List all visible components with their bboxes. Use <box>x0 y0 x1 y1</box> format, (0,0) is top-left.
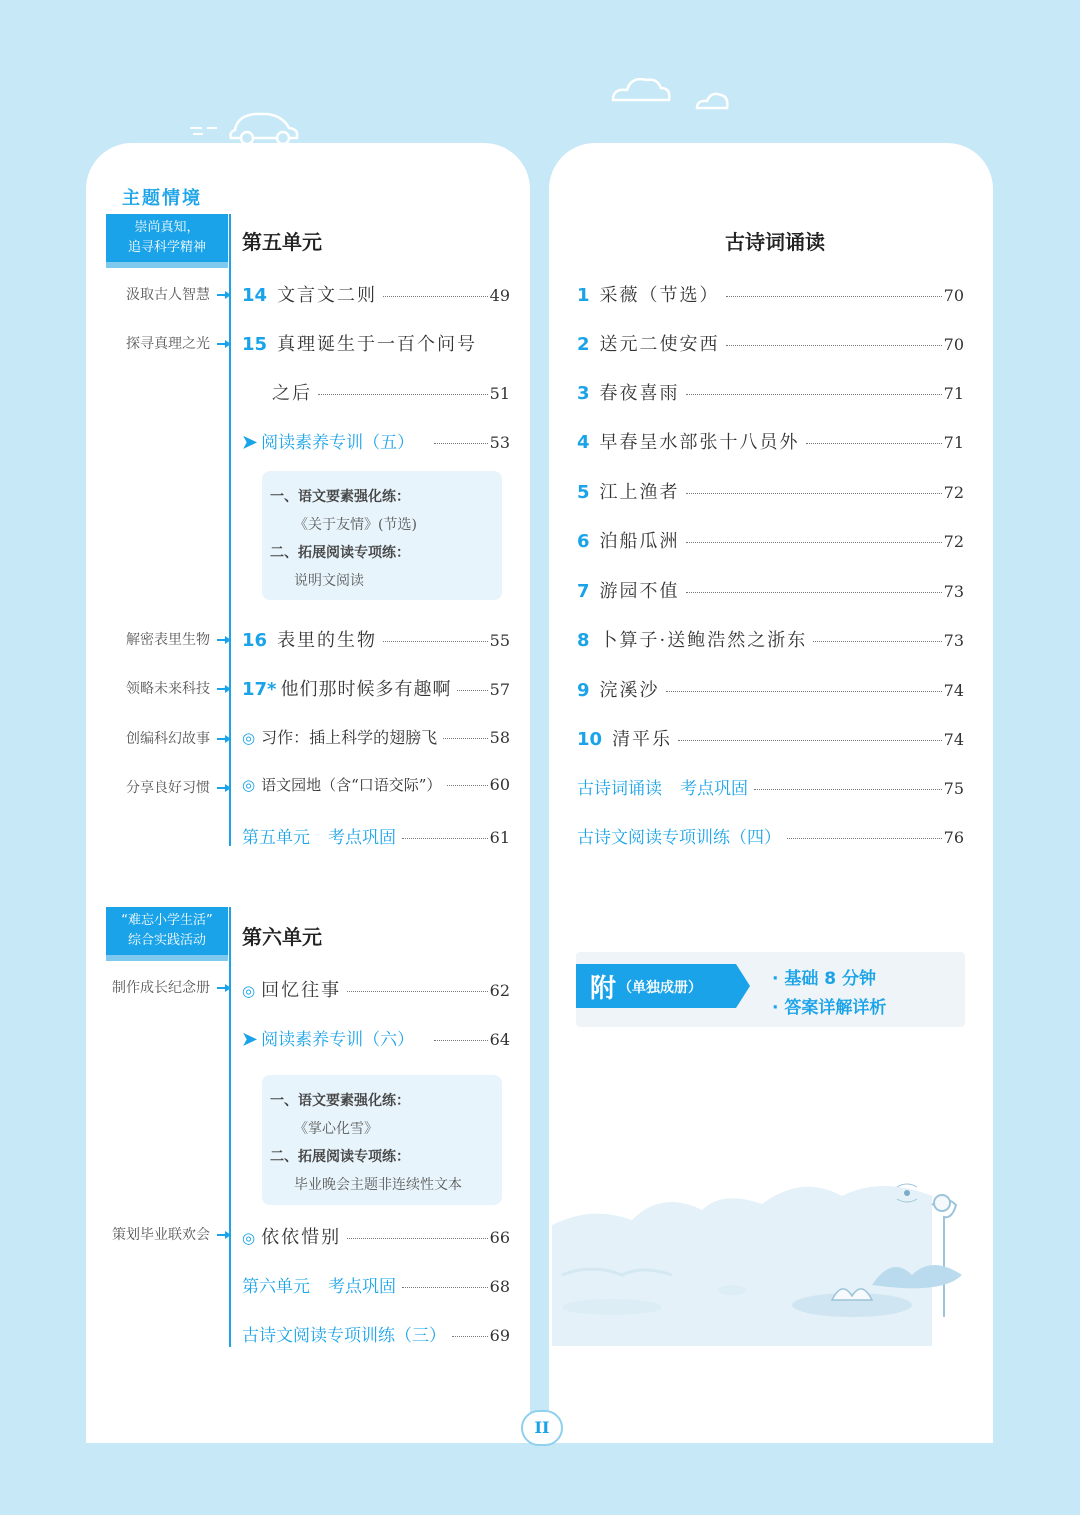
entry-title: 古诗文阅读专项训练（三） <box>242 1326 446 1346</box>
arrow-icon <box>217 639 229 641</box>
entry-title: 春夜喜雨 <box>599 383 680 404</box>
leader-dots <box>443 738 488 739</box>
toc-entry-continued[interactable] <box>272 379 510 405</box>
arrow-icon <box>217 787 229 789</box>
circle-icon: ◎ <box>242 776 256 794</box>
entry-number: 4 <box>577 432 590 453</box>
toc-entry[interactable] <box>242 1025 510 1051</box>
entry-page: 75 <box>943 779 964 798</box>
box-line: 《关于友情》(节选) <box>294 517 417 533</box>
entry-title: 第五单元 <box>242 828 310 848</box>
theme-tag-graduation <box>106 907 228 955</box>
entry-title: 卜算子·送鲍浩然之浙东 <box>599 630 808 651</box>
entry-page: 66 <box>489 1228 510 1247</box>
box-line: 毕业晚会主题非连续性文本 <box>294 1177 462 1193</box>
arrow-icon <box>217 987 229 989</box>
toc-entry[interactable] <box>242 1223 510 1249</box>
arrow-icon <box>217 294 229 296</box>
car-icon <box>185 100 305 145</box>
entry-title: 古诗文阅读专项训练（四） <box>577 828 781 848</box>
unit-six-title: 第六单元 <box>242 925 322 949</box>
triangle-icon: ➤ <box>242 1029 258 1050</box>
toc-entry[interactable] <box>577 725 964 751</box>
toc-entry[interactable] <box>577 330 964 356</box>
circle-icon: ◎ <box>242 982 256 1000</box>
entry-title: 语文园地（含“口语交际”） <box>261 776 442 794</box>
leader-dots <box>813 641 941 642</box>
leader-dots <box>686 493 942 494</box>
entry-title: 早春呈水部张十八员外 <box>599 432 800 453</box>
theme-label: 策划毕业联欢会 <box>112 1227 210 1243</box>
entry-number: 16 <box>242 630 268 651</box>
theme-tag-line1: “难忘小学生活” <box>121 913 213 928</box>
theme-label: 创编科幻故事 <box>126 731 210 747</box>
entry-title: 江上渔者 <box>599 482 680 503</box>
entry-page: 60 <box>489 775 510 794</box>
entry-title: 依依惜别 <box>261 1227 342 1248</box>
leader-dots <box>806 443 942 444</box>
leader-dots <box>754 789 942 790</box>
arrow-icon <box>217 1234 229 1236</box>
toc-entry[interactable] <box>242 774 510 800</box>
entry-page: 62 <box>489 981 510 1000</box>
toc-entry[interactable] <box>577 577 964 603</box>
appendix-tag <box>576 964 736 1008</box>
entry-page: 72 <box>943 532 964 551</box>
leader-dots <box>402 1287 488 1288</box>
entry-page: 74 <box>943 681 964 700</box>
entry-number: 8 <box>577 630 590 651</box>
entry-page: 71 <box>943 384 964 403</box>
theme-tag-line2: 综合实践活动 <box>127 933 206 948</box>
leader-dots <box>402 838 488 839</box>
theme-label: 探寻真理之光 <box>126 336 210 352</box>
leader-dots <box>452 1336 488 1337</box>
entry-page: 53 <box>489 433 510 452</box>
leader-dots <box>383 296 488 297</box>
circle-icon: ◎ <box>242 729 256 747</box>
appendix-label: 附 <box>590 974 617 1004</box>
leader-dots <box>726 345 942 346</box>
entry-title: 习作：插上科学的翅膀飞 <box>261 728 438 747</box>
entry-number: 2 <box>577 334 590 355</box>
toc-entry[interactable] <box>242 675 510 701</box>
entry-page: 58 <box>489 728 510 747</box>
timeline-line <box>229 907 231 1347</box>
entry-page: 51 <box>489 384 510 403</box>
appendix-box <box>576 952 965 1027</box>
arrow-icon <box>217 343 229 345</box>
arrow-icon <box>217 688 229 690</box>
appendix-sublabel: （单独成册） <box>618 980 702 996</box>
box-line: 一、语文要素强化练： <box>270 1093 410 1109</box>
entry-title: 古诗词诵读 <box>577 779 662 799</box>
leader-dots <box>686 394 942 395</box>
entry-title: 表里的生物 <box>277 630 378 651</box>
theme-label: 领略未来科技 <box>126 681 210 697</box>
entry-title: 第六单元 <box>242 1277 310 1297</box>
theme-label: 制作成长纪念册 <box>112 980 210 996</box>
toc-entry[interactable] <box>242 281 510 307</box>
entry-title: 采薇（节选） <box>599 285 720 306</box>
page-number: II <box>521 1410 563 1446</box>
theme-tag-line1: 崇尚真知， <box>134 220 200 235</box>
entry-number: 1 <box>577 285 590 306</box>
box-line: 二、拓展阅读专项练： <box>270 545 410 561</box>
leader-dots <box>347 991 488 992</box>
leader-dots <box>347 1238 488 1239</box>
entry-title: 浣溪沙 <box>599 680 660 701</box>
landscape-illustration <box>552 1135 992 1355</box>
entry-page: 70 <box>943 335 964 354</box>
toc-entry[interactable] <box>577 823 964 849</box>
toc-entry[interactable] <box>242 626 510 652</box>
leader-dots <box>383 641 488 642</box>
entry-title: 他们那时候多有趣啊 <box>280 679 452 700</box>
entry-page: 70 <box>943 286 964 305</box>
theme-label: 分享良好习惯 <box>126 780 210 796</box>
leader-dots <box>457 690 487 691</box>
toc-entry[interactable] <box>242 1321 510 1347</box>
leader-dots <box>678 740 942 741</box>
entry-page: 49 <box>489 286 510 305</box>
toc-entry[interactable] <box>242 976 510 1002</box>
triangle-icon: ➤ <box>242 432 258 453</box>
entry-number: 10 <box>577 729 603 750</box>
toc-entry[interactable] <box>577 626 964 652</box>
leader-dots <box>726 296 942 297</box>
entry-title: 清平乐 <box>612 729 673 750</box>
entry-title: 送元二使安西 <box>599 334 720 355</box>
entry-page: 76 <box>943 828 964 847</box>
entry-title: 回忆往事 <box>261 980 342 1001</box>
entry-title: 真理诞生于一百个问号 <box>277 334 478 355</box>
leader-dots <box>686 542 942 543</box>
circle-icon: ◎ <box>242 1229 256 1247</box>
toc-entry[interactable] <box>242 428 510 454</box>
theme-label: 汲取古人智慧 <box>126 287 210 303</box>
appendix-item: · 答案详解详析 <box>772 998 887 1018</box>
theme-tag-line2: 追寻科学精神 <box>127 240 206 255</box>
arrow-icon <box>217 738 229 740</box>
leader-dots <box>666 691 942 692</box>
appendix-item: · 基础 8 分钟 <box>772 969 877 989</box>
theme-tag-science <box>106 214 228 262</box>
entry-subtitle: 考点巩固 <box>328 1277 396 1297</box>
box-line: 二、拓展阅读专项练： <box>270 1149 410 1165</box>
entry-page: 61 <box>489 828 510 847</box>
entry-number: 3 <box>577 383 590 404</box>
entry-title: 文言文二则 <box>277 285 378 306</box>
entry-title: 泊船瓜洲 <box>599 531 680 552</box>
reading-detail-box <box>262 471 502 600</box>
entry-page: 57 <box>489 680 510 699</box>
leader-dots <box>787 838 942 839</box>
entry-title: 阅读素养专训（六） <box>261 1030 415 1050</box>
leader-dots <box>447 785 487 786</box>
theme-heading: 主题情境 <box>122 188 202 209</box>
entry-page: 73 <box>943 582 964 601</box>
entry-page: 64 <box>489 1030 510 1049</box>
unit-five-title: 第五单元 <box>242 230 322 254</box>
entry-title: 之后 <box>272 383 312 404</box>
leader-dots <box>318 394 488 395</box>
toc-entry[interactable] <box>242 823 510 849</box>
entry-page: 74 <box>943 730 964 749</box>
box-line: 一、语文要素强化练： <box>270 489 410 505</box>
toc-entry[interactable] <box>577 281 964 307</box>
entry-number: 7 <box>577 581 590 602</box>
entry-page: 71 <box>943 433 964 452</box>
box-line: 说明文阅读 <box>294 573 364 589</box>
toc-entry[interactable] <box>577 478 964 504</box>
entry-page: 68 <box>489 1277 510 1296</box>
leader-dots <box>686 592 942 593</box>
theme-label: 解密表里生物 <box>126 632 210 648</box>
toc-entry[interactable] <box>577 774 964 800</box>
entry-number: 17* <box>242 679 277 700</box>
timeline-line <box>229 214 231 846</box>
reading-detail-box <box>262 1075 502 1205</box>
entry-page: 73 <box>943 631 964 650</box>
entry-page: 72 <box>943 483 964 502</box>
toc-entry[interactable] <box>577 428 964 454</box>
entry-page: 55 <box>489 631 510 650</box>
entry-number: 15 <box>242 334 268 355</box>
leader-dots <box>434 1040 488 1041</box>
entry-page: 69 <box>489 1326 510 1345</box>
poetry-section-title: 古诗词诵读 <box>725 230 825 254</box>
toc-entry[interactable] <box>577 379 964 405</box>
toc-entry[interactable] <box>577 676 964 702</box>
entry-number: 14 <box>242 285 268 306</box>
toc-entry[interactable] <box>577 527 964 553</box>
toc-entry[interactable] <box>242 1272 510 1298</box>
cloud-icon <box>605 70 735 120</box>
entry-number: 6 <box>577 531 590 552</box>
entry-number: 9 <box>577 680 590 701</box>
entry-subtitle: 考点巩固 <box>680 779 748 799</box>
leader-dots <box>434 443 488 444</box>
toc-entry[interactable] <box>242 330 510 356</box>
toc-entry[interactable] <box>242 725 510 751</box>
box-line: 《掌心化雪》 <box>294 1121 378 1137</box>
entry-title: 游园不值 <box>599 581 680 602</box>
entry-number: 5 <box>577 482 590 503</box>
entry-title: 阅读素养专训（五） <box>261 433 415 453</box>
entry-subtitle: 考点巩固 <box>328 828 396 848</box>
